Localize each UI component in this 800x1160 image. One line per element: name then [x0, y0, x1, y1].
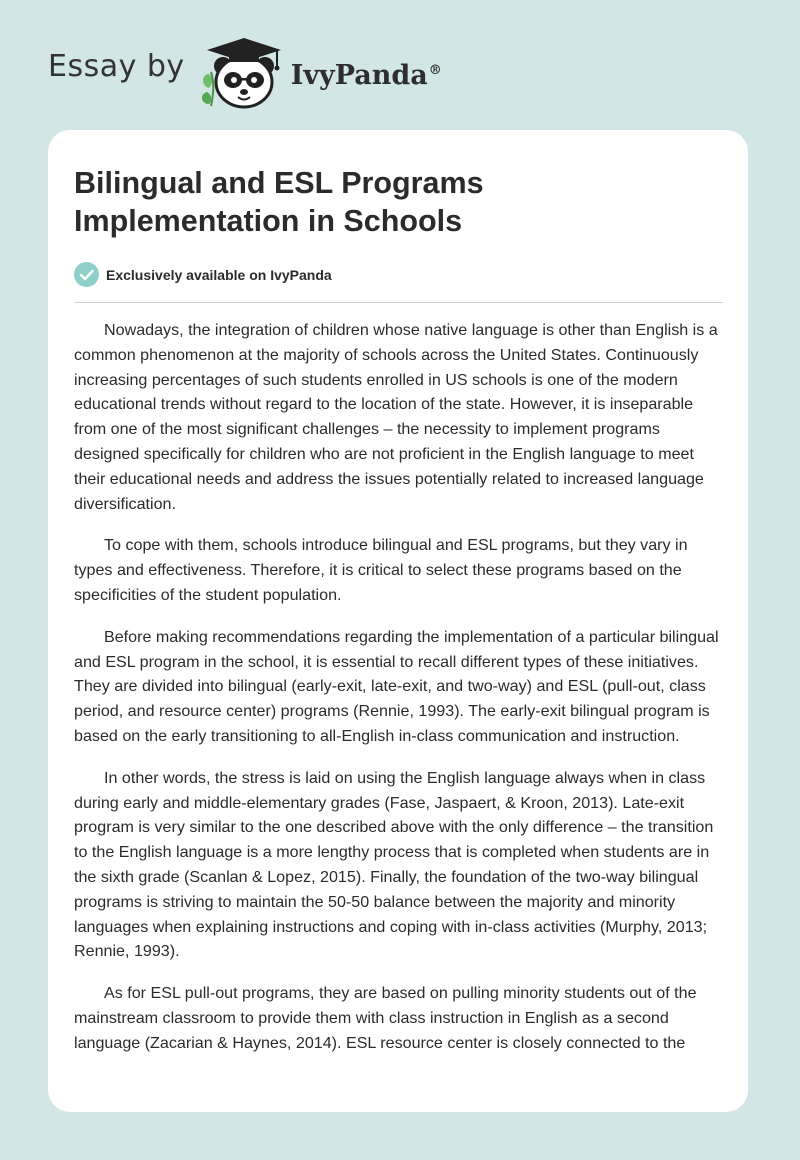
essay-title: Bilingual and ESL Programs Implementation in Schools [74, 166, 484, 238]
exclusive-badge [74, 262, 332, 287]
paragraph: Before making recommendations regarding the implementation of a particular bilingual and ESL program in the school, it is essential to recall different types of these initiatives. They are divided into bilingual (early-exit, late-exit, and two-way) and ESL (pull-out, class period, and resource center) programs (Rennie, 1993). The early-exit bilingual program is based on the early transitioning to all-English in-class communication and instruction. [74, 627, 719, 745]
brand-name-text: IvyPanda [290, 59, 428, 91]
exclusive-badge-text: Exclusively available on IvyPanda [106, 266, 332, 283]
ivypanda-logo-icon[interactable] [199, 34, 287, 110]
brand-name[interactable] [291, 60, 442, 91]
site-header [48, 34, 442, 110]
essay-by-label: Essay by [48, 48, 185, 84]
essay-card [48, 130, 748, 1112]
checkmark-icon [74, 262, 99, 287]
registered-mark: ® [428, 62, 442, 78]
paragraph: As for ESL pull-out programs, they are based on pulling minority students out of the mainstream classroom to provide them with class instruction in English as a second language (Zacarian & Haynes, 2014). ESL resource center is closely connected to the [74, 984, 697, 1052]
essay-body [74, 318, 726, 1073]
paragraph: To cope with them, schools introduce bilingual and ESL programs, but they vary in types and effectiveness. Therefore, it is critical to select these programs based on the specificities of the student population. [74, 536, 688, 604]
paragraph: Nowadays, the integration of children whose native language is other than English is a common phenomenon at the majority of schools across the United States. Continuously increasing percentages of such students enrolled in US schools is one of the modern educational trends without regard to the location of the state. However, it is inseparable from one of the most significant challenges – the necessity to implement programs designed specifically for children who are not proficient in the English language to meet their educational needs and address the issues potentially related to increased language diversification. [74, 321, 718, 513]
divider [74, 302, 723, 303]
paragraph: In other words, the stress is laid on using the English language always when in class during early and middle-elementary grades (Fase, Jaspaert, & Kroon, 2013). Late-exit program is very similar to the one described above with the only difference – the transition to the English language is a more lengthy process that is completed when students are in the sixth grade (Scanlan & Lopez, 2015). Finally, the foundation of the two-way bilingual programs is striving to maintain the 50-50 balance between the majority and minority languages when explaining instructions and coping with in-class activities (Murphy, 2013; Rennie, 1993). [74, 768, 714, 961]
